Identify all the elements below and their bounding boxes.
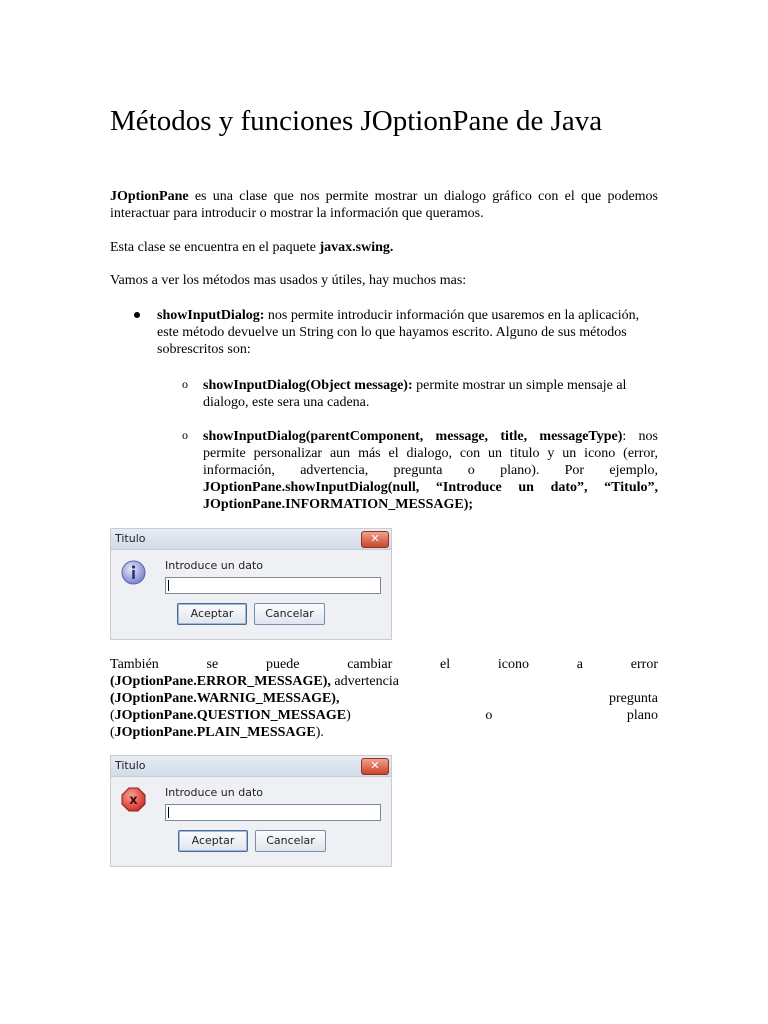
dialog-title-bar	[111, 756, 391, 777]
change-icon-line1	[110, 656, 658, 673]
intro-paragraph	[110, 188, 658, 222]
cancel-button[interactable]: Cancelar	[255, 830, 326, 852]
sub2-code: JOptionPane.showInputDialog(null, “Introduce un dato”, “Titulo”, JOptionPane.INFORMATION_MESSAGE);	[203, 480, 658, 512]
dialog-text-input[interactable]	[165, 577, 381, 594]
question-group	[110, 707, 351, 724]
intro-text: es una clase que nos permite mostrar un dialogo gráfico con el que podemos interactuar para introducir o mostrar la información que queramos.	[110, 189, 658, 221]
sub1-paragraph	[203, 377, 658, 411]
sub2-paragraph	[203, 428, 658, 513]
word: a	[576, 657, 584, 672]
sub1-bold: showInputDialog(Object message):	[203, 378, 413, 393]
word: error	[630, 657, 658, 672]
info-icon	[121, 560, 146, 585]
intro-bold: JOptionPane	[110, 189, 189, 204]
change-icon-line5	[110, 724, 324, 741]
page-title: Métodos y funciones JOptionPane de Java	[110, 105, 603, 137]
paren: )	[346, 708, 351, 723]
error-icon-glyph: x	[129, 793, 138, 808]
package-name: javax.swing.	[319, 240, 394, 255]
dialog-text-input[interactable]	[165, 804, 381, 821]
word: plano	[626, 708, 658, 723]
bullet-marker	[134, 312, 140, 318]
sub2-bold: showInputDialog(parentComponent, message, title, messageType)	[203, 429, 623, 444]
dialog-title-bar	[111, 529, 391, 550]
paren: ).	[315, 725, 324, 740]
paren: (	[110, 708, 115, 723]
word: cambiar	[347, 657, 393, 672]
word: puede	[265, 657, 300, 672]
word: el	[440, 657, 451, 672]
cancel-button[interactable]: Cancelar	[254, 603, 325, 625]
bullet-paragraph	[157, 307, 652, 358]
bullet-text: nos permite introducir información que usaremos en la aplicación, este método devuelve un String con lo que hayamos escrito. Alguno de sus métodos sobrescritos son:	[157, 308, 640, 357]
close-icon[interactable]: ✕	[361, 758, 389, 775]
sub1-text: permite mostrar un simple mensaje al dialogo, este sera una cadena.	[203, 378, 627, 410]
change-icon-line2	[110, 673, 399, 690]
package-text: Esta clase se encuentra en el paquete	[110, 240, 320, 255]
methods-intro: Vamos a ver los métodos mas usados y útiles, hay muchos mas:	[110, 273, 467, 288]
accept-button[interactable]: Aceptar	[178, 830, 248, 852]
word: o	[485, 708, 493, 723]
word: icono	[497, 657, 530, 672]
word: se	[206, 657, 219, 672]
change-icon-line4	[110, 707, 658, 724]
word: También	[110, 657, 159, 672]
sub2-text: : nos permite personalizar aun más el dialogo, con un titulo y un icono (error, información, advertencia, pregunta o plano). Por ejemplo,	[203, 429, 658, 478]
paren: (	[110, 725, 115, 740]
error-icon	[121, 787, 146, 812]
info-dialog-screenshot	[110, 528, 392, 640]
plain-constant: JOptionPane.PLAIN_MESSAGE	[114, 725, 316, 740]
sub1-marker: o	[182, 377, 188, 391]
dialog-message: Introduce un dato	[165, 786, 264, 799]
error-constant: (JOptionPane.ERROR_MESSAGE),	[110, 674, 331, 689]
dialog-title: Titulo	[115, 532, 146, 545]
dialog-message: Introduce un dato	[165, 559, 264, 572]
sub2-marker: o	[182, 428, 188, 442]
word: pregunta	[609, 691, 658, 706]
accept-button[interactable]: Aceptar	[177, 603, 247, 625]
word: advertencia	[330, 674, 399, 689]
bullet-bold: showInputDialog:	[157, 308, 265, 323]
warning-constant: (JOptionPane.WARNIG_MESSAGE),	[110, 691, 340, 706]
question-constant: JOptionPane.QUESTION_MESSAGE	[114, 708, 347, 723]
dialog-title: Titulo	[115, 759, 146, 772]
error-dialog-screenshot	[110, 755, 392, 867]
close-icon[interactable]: ✕	[361, 531, 389, 548]
change-icon-line3	[110, 690, 658, 707]
package-paragraph	[110, 239, 393, 256]
